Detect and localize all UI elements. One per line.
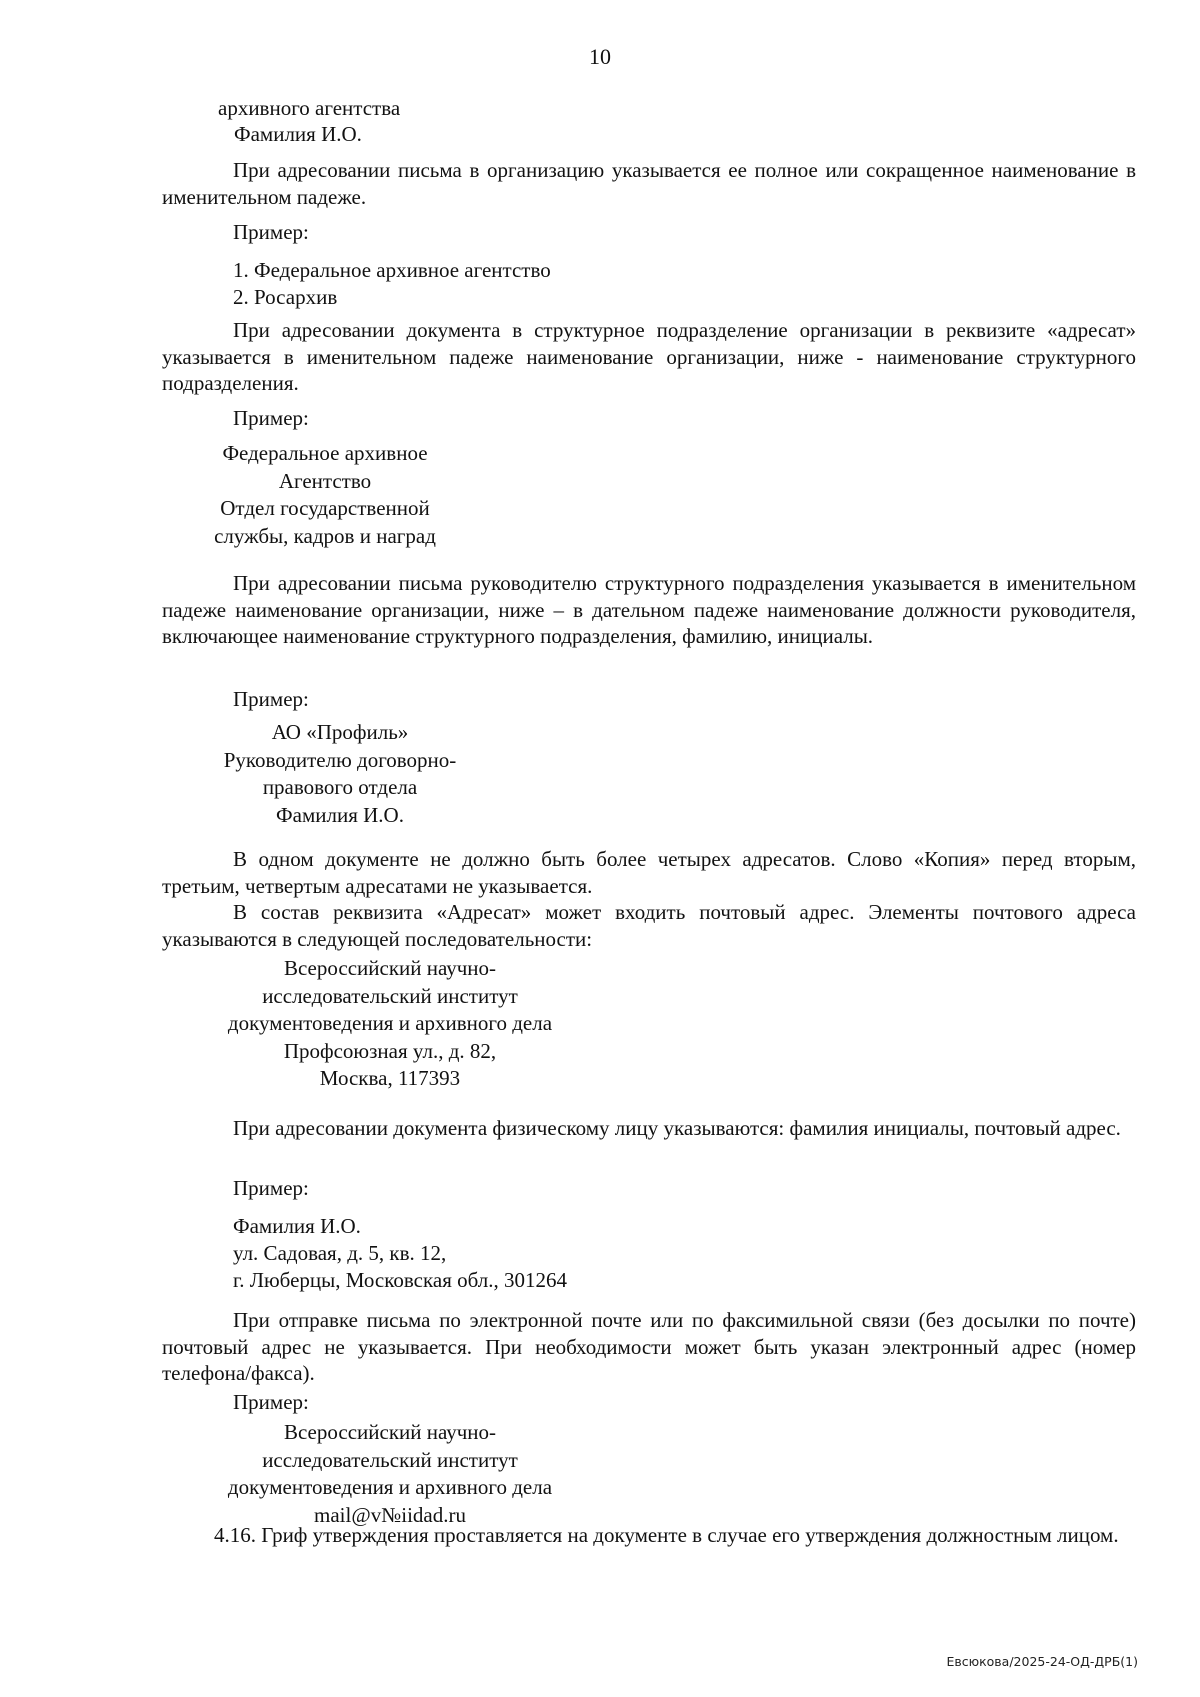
paragraph-department-head: При адресовании письма руководителю структурного подразделения указывается в именительном падеже наименование организации, ниже – в дательном падеже наименование должности руководителя, включающее наименование структурного подразделения, фамилию, инициалы. — [162, 571, 1136, 648]
head-example-line: Руководителю договорно- — [223, 747, 457, 772]
struct-example-block — [180, 440, 470, 550]
struct-example-line: Агентство — [278, 468, 372, 493]
paragraph-approval-stamp: 4.16. Гриф утверждения проставляется на документе в случае его утверждения должностным лицом. — [214, 1523, 1119, 1547]
page-number: 10 — [589, 44, 611, 69]
person-example-line-2: ул. Садовая, д. 5, кв. 12, — [233, 1241, 447, 1265]
paragraph-addressee-count: В одном документе не должно быть более четырех адресатов. Слово «Копия» перед вторым, третьим, четвертым адресатами не указывается. — [162, 847, 1136, 898]
example-label-2: Пример: — [233, 406, 309, 430]
postal-example-line: Профсоюзная ул., д. 82, — [283, 1038, 497, 1063]
continuation-line-1: архивного агентства — [218, 96, 401, 120]
email-example-line: документоведения и архивного дела — [227, 1475, 553, 1499]
struct-example-line: Федеральное архивное — [222, 441, 428, 465]
paragraph-organization: При адресовании письма в организацию указывается ее полное или сокращенное наименование в именительном падеже. — [162, 158, 1136, 209]
continuation-line-2: Фамилия И.О. — [234, 122, 362, 146]
head-example-line: правового отдела — [262, 775, 418, 799]
example-label-4: Пример: — [233, 1176, 309, 1200]
email-example-line: исследовательский институт — [262, 1447, 518, 1472]
person-example-line-3: г. Люберцы, Московская обл., 301264 — [233, 1268, 568, 1292]
postal-example-block — [200, 955, 580, 1093]
head-example-line: Фамилия И.О. — [276, 802, 404, 827]
head-example-block — [190, 719, 490, 829]
example-label-3: Пример: — [233, 687, 309, 711]
head-example-line: АО «Профиль» — [271, 720, 409, 744]
paragraph-postal-address: В состав реквизита «Адресат» может входить почтовый адрес. Элементы почтового адреса указываются в следующей последовательности: — [162, 900, 1136, 951]
paragraph-individual: При адресовании документа физическому лицу указываются: фамилия инициалы, почтовый адрес. — [233, 1116, 1121, 1140]
org-example-1: 1. Федеральное архивное агентство — [233, 258, 551, 282]
struct-example-line: Отдел государственной — [220, 496, 430, 520]
email-example-line: Всероссийский научно- — [283, 1420, 497, 1444]
email-example-block — [200, 1419, 580, 1529]
paragraph-email: При отправке письма по электронной почте или по факсимильной связи (без досылки по почте) почтовый адрес не указывается. При необходимости может быть указан электронный адрес (номер телефона/факса). — [162, 1308, 1136, 1385]
postal-example-line: Москва, 117393 — [319, 1066, 461, 1090]
example-label-1: Пример: — [233, 220, 309, 244]
org-example-2: 2. Росархив — [233, 285, 338, 309]
person-example-line-1: Фамилия И.О. — [233, 1214, 361, 1238]
paragraph-structural-unit: При адресовании документа в структурное подразделение организации в реквизите «адресат» указывается в именительном падеже наименование организации, ниже - наименование структурного подразделения. — [162, 318, 1136, 395]
document-footer: Евсюкова/2025-24-ОД-ДРБ(1) — [946, 1654, 1138, 1669]
postal-example-line: Всероссийский научно- — [283, 956, 497, 980]
email-example-line: mail@v№iidad.ru — [314, 1502, 466, 1527]
postal-example-line: исследовательский институт — [262, 983, 518, 1008]
example-label-5: Пример: — [233, 1390, 309, 1414]
postal-example-line: документоведения и архивного дела — [227, 1011, 553, 1035]
struct-example-line: службы, кадров и наград — [214, 523, 436, 548]
